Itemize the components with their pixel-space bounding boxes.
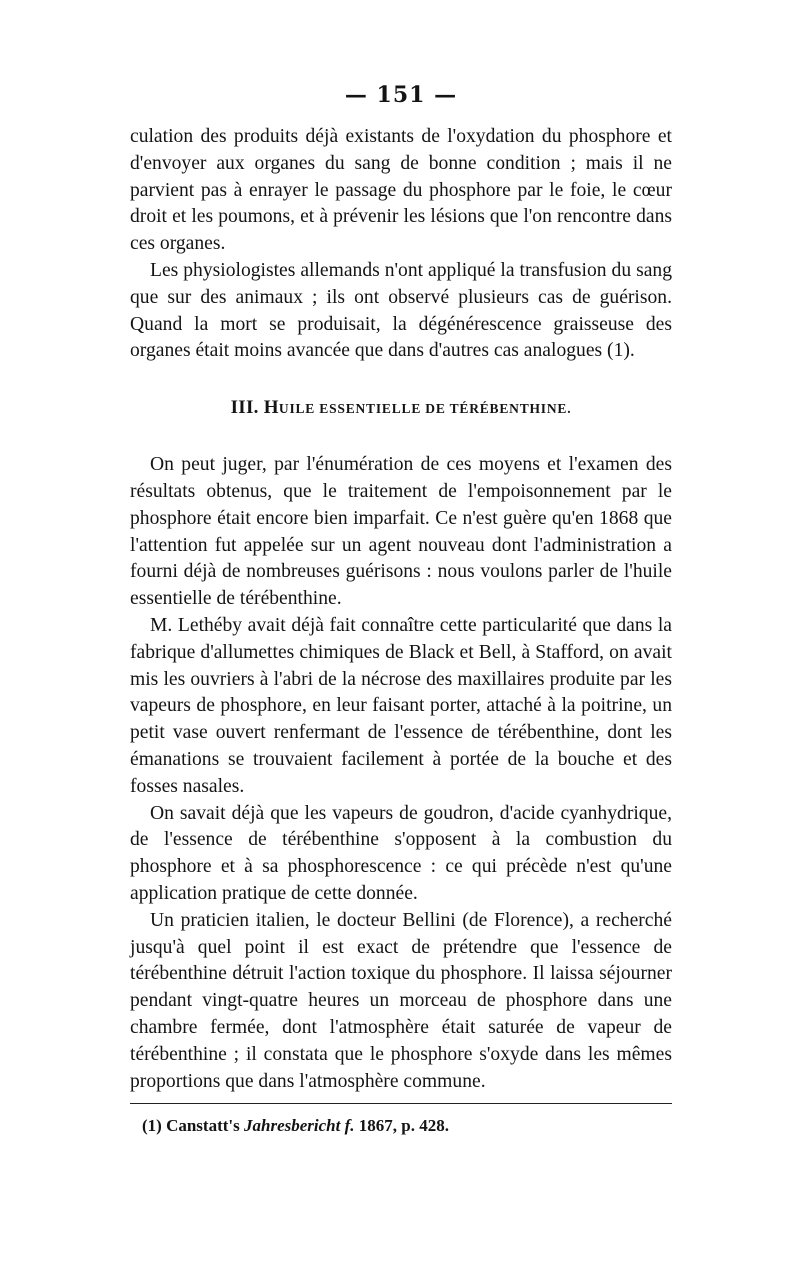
- paragraph: On savait déjà que les vapeurs de goudron, d'acide cyanhydrique, de l'essence de térébenthine s'opposent à la combustion du phosphore et à sa phosphorescence : ce qui précède n'est qu'une application pratique de cette donnée.: [130, 802, 672, 904]
- paragraph: culation des produits déjà existants de l'oxydation du phosphore et d'envoyer aux organes du sang de bonne condition ; mais il ne parvient pas à enrayer le passage du phosphore par le foie, le cœur droit et les poumons, et à prévenir les lésions que l'on rencontre dans ces organes.: [130, 126, 672, 255]
- section-title-initial: H: [263, 397, 279, 419]
- paragraph: Un praticien italien, le docteur Bellini (de Florence), a recherché jusqu'à quel point il est exact de prétendre que l'essence de térébenthine détruit l'action toxique du phosphore. Il laissa séjourner pendant vingt-quatre heures un morceau de phosphore dans une chambre fermée, dont l'atmosphère était saturée de vapeur de térébenthine ; il constata que le phosphore s'oxyde dans les mêmes proportions que dans l'atmosphère commune.: [130, 909, 672, 1092]
- section-numeral: III.: [230, 397, 259, 419]
- section-title-rest: UILE ESSENTIELLE DE TÉRÉBENTHINE.: [278, 401, 572, 417]
- body-text: [130, 452, 672, 1095]
- book-page: [130, 80, 672, 1138]
- footnote-rest: 1867, p. 428.: [358, 1116, 449, 1136]
- paragraph: Les physiologistes allemands n'ont appliqué la transfusion du sang que sur des animaux ; ils ont observé plusieurs cas de guérison. Quand la mort se produisait, la dégénérescence graisseuse des organes était moins avancée que dans d'autres cas analogues (1).: [130, 259, 672, 362]
- page-number: — 151 —: [344, 82, 458, 108]
- footnote-marker: (1): [142, 1116, 162, 1136]
- footnote-author: Canstatt's: [166, 1116, 240, 1136]
- footnote-title: Jahresbericht f.: [244, 1116, 355, 1136]
- footnote: [130, 1114, 672, 1138]
- body-text: [130, 124, 672, 365]
- section-heading: [130, 395, 672, 422]
- paragraph: On peut juger, par l'énumération de ces moyens et l'examen des résultats obtenus, que le traitement de l'empoisonnement par le phosphore était encore bien imparfait. Ce n'est guère qu'en 1868 que l'attention fut appelée sur un agent nouveau dont l'administration a fourni déjà de nombreuses guérisons : nous voulons parler de l'huile essentielle de térébenthine.: [130, 454, 672, 610]
- footnote-divider: [130, 1103, 672, 1104]
- paragraph: M. Lethéby avait déjà fait connaître cette particularité que dans la fabrique d'allumettes chimiques de Black et Bell, à Stafford, on avait mis les ouvriers à l'abri de la nécrose des maxillaires produite par les vapeurs de phosphore, en leur faisant porter, attaché à la poitrine, un petit vase ouvert renfermant de l'essence de térébenthine, dont les émanations se trouvaient facilement à portée de la bouche et des fosses nasales.: [130, 614, 672, 797]
